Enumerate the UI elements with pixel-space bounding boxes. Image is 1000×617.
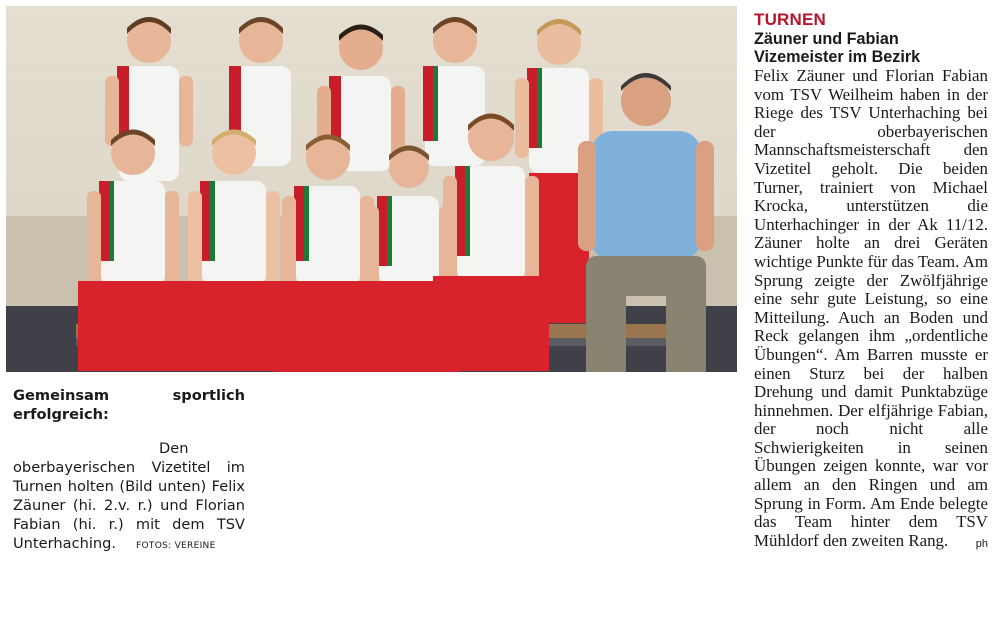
photo-credit: FOTOS: VEREINE xyxy=(136,541,216,551)
caption-headline: Gemeinsam sportlich erfolgreich: xyxy=(13,387,245,423)
article-rubric: TURNEN xyxy=(754,10,827,29)
caption-text xyxy=(13,439,245,556)
article-body-text: Felix Zäuner und Florian Fabian vom TSV Weilheim haben in der Riege des TSV Unterhaching bei der oberbayerischen Mannschaftsmeisterschaft den Vizetitel geholt. Die beiden Turner, trainiert von Michael Krocka, unterstützen die Unterhachinger in der Ak 11/12. Zäuner holte an drei Geräten wichtige Punkte für das Team. Am Sprung zeigte der Zwölfjährige eine sehr gute Leistung, so eine Mitteilung. Auch an Boden und Reck gelangen ihm „ordentliche Übungen“. Am Barren musste er einen Sturz bei der halben Drehung und damit Punktabzüge hinnehmen. Der elfjährige Fabian, der noch nicht alle Schwierigkeiten in seinen Übungen zeigen konnte, war vor allem an den Ringen und am Sprung in Form. Am Ende belegte das Team hinter dem TSV Mühldorf den zweiten Rang. xyxy=(754,66,988,550)
front-row xyxy=(78,114,549,373)
article-headline: Zäuner und Fabian Vizemeister im Bezirk xyxy=(754,30,921,66)
caption-body: Den oberbayerischen Vizetitel im Turnen holten (Bild unten) Felix Zäuner (hi. 2.v. r.) und Florian Fabian (hi. r.) mit dem TSV Unterhaching. xyxy=(13,440,245,552)
photo-caption xyxy=(13,386,245,556)
article-body xyxy=(754,67,988,550)
article xyxy=(754,10,988,553)
team-photo xyxy=(6,6,737,372)
author-initials: ph xyxy=(975,537,988,550)
